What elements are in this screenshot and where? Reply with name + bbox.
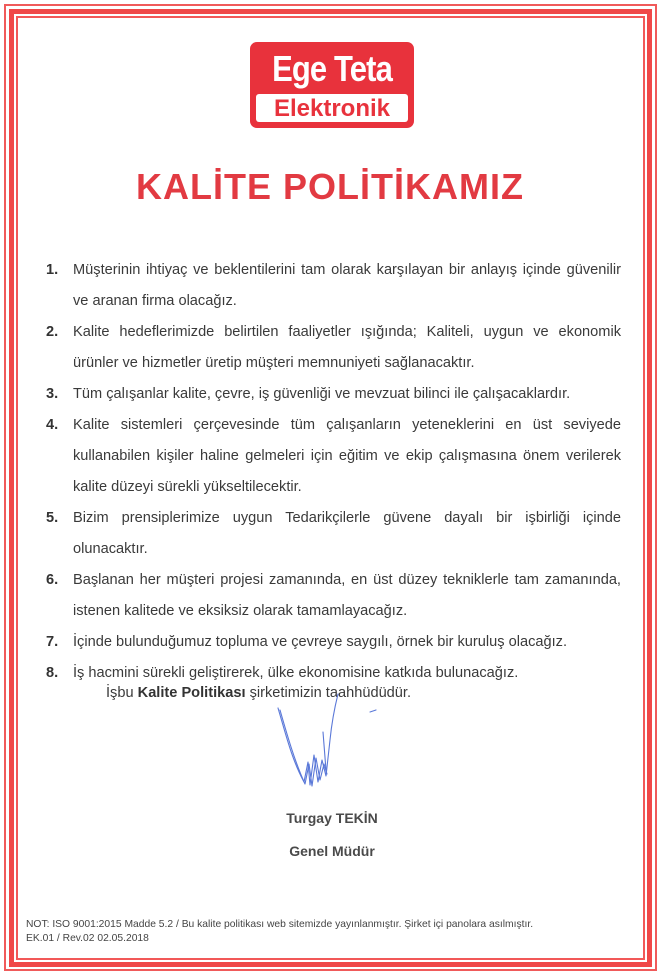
policy-item <box>46 565 621 627</box>
policy-item <box>46 317 621 379</box>
policy-text: İş hacmini sürekli geliştirerek, ülke ekonomisine katkıda bulunacağız. <box>73 665 519 681</box>
policy-item <box>46 379 621 410</box>
company-logo <box>250 42 414 128</box>
policy-text: Müşterinin ihtiyaç ve beklentilerini tam olarak karşılayan bir anlayış içinde güvenilir ve aranan firma olacağız. <box>73 262 621 309</box>
commitment-bold: Kalite Politikası <box>137 685 246 701</box>
policy-item <box>46 410 621 503</box>
commitment-suffix: şirketimizin taahhüdüdür. <box>249 685 412 701</box>
footer-doc-ref: EK.01 / Rev.02 02.05.2018 <box>26 933 149 944</box>
logo-subtitle: Elektronik <box>256 94 408 122</box>
policy-text: Başlanan her müşteri projesi zamanında, en üst düzey tekniklerle tam zamanında, istenen kalitede ve eksiksiz olarak tamamlayacağız. <box>73 572 621 619</box>
logo-name: Ege Teta <box>272 48 392 89</box>
policy-item <box>46 503 621 565</box>
policy-number: 8. <box>46 665 59 681</box>
policy-text: Kalite sistemleri çerçevesinde tüm çalışanların yeteneklerini en üst seviyede kullanabilen kişiler haline gelmeleri için eğitim ve ekip çalışmasına önem verilerek kalite düzeyi sürekli yükseltilecektir. <box>73 417 621 495</box>
policy-number: 6. <box>46 572 59 588</box>
policy-number: 5. <box>46 510 59 526</box>
policy-list <box>46 255 621 689</box>
footer-note <box>26 918 533 946</box>
policy-number: 3. <box>46 386 59 402</box>
policy-text: Kalite hedeflerimizde belirtilen faaliyetler ışığında; Kaliteli, uygun ve ekonomik ürünler ve hizmetler üretip müşteri memnuniyeti sağlanacaktır. <box>73 324 621 371</box>
policy-number: 4. <box>46 417 59 433</box>
signature-icon <box>270 690 390 800</box>
policy-text: Bizim prensiplerimize uygun Tedarikçilerle güvene dayalı bir işbirliği içinde olunacaktır. <box>73 510 621 557</box>
policy-text: Tüm çalışanlar kalite, çevre, iş güvenliği ve mevzuat bilinci ile çalışacaklardır. <box>73 386 571 402</box>
commitment-prefix: İşbu <box>106 685 134 701</box>
signer-title: Genel Müdür <box>289 843 375 859</box>
policy-number: 1. <box>46 262 59 278</box>
footer-note-text: NOT: ISO 9001:2015 Madde 5.2 / Bu kalite politikası web sitemizde yayınlanmıştır. Şirket içi panolara asılmıştır. <box>26 919 534 930</box>
policy-item <box>46 255 621 317</box>
policy-number: 2. <box>46 324 59 340</box>
signer-name: Turgay TEKİN <box>286 810 378 826</box>
policy-text: İçinde bulunduğumuz topluma ve çevreye saygılı, örnek bir kuruluş olacağız. <box>73 634 568 650</box>
policy-number: 7. <box>46 634 59 650</box>
policy-item <box>46 627 621 658</box>
page-title: KALİTE POLİTİKAMIZ <box>136 166 524 207</box>
